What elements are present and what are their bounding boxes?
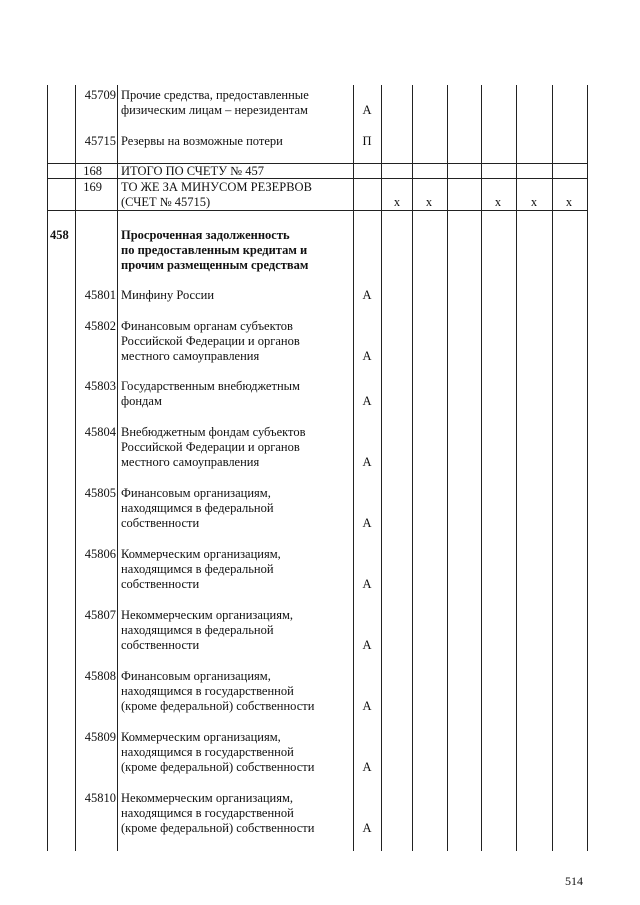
x-mark: x <box>425 195 433 209</box>
account-name-line: Некоммерческим организациям, <box>121 608 294 622</box>
account-name-line: собственности <box>121 638 200 652</box>
column-divider <box>552 85 553 851</box>
account-name-line: Российской Федерации и органов <box>121 440 300 454</box>
account-type-mark: А <box>362 577 372 591</box>
account-code: 45715 <box>84 134 116 148</box>
account-name-line: Финансовым органам субъектов <box>121 319 293 333</box>
x-mark: x <box>565 195 573 209</box>
account-name-line: Российской Федерации и органов <box>121 334 300 348</box>
account-name-line: находящимся в федеральной <box>121 501 274 515</box>
row-divider <box>47 210 588 211</box>
account-name-line: находящимся в государственной <box>121 684 294 698</box>
account-type-mark: А <box>362 288 372 302</box>
account-name-line: Коммерческим организациям, <box>121 730 281 744</box>
account-name-line: Коммерческим организациям, <box>121 547 281 561</box>
account-type-mark: А <box>362 760 372 774</box>
account-name-line: Внебюджетным фондам субъектов <box>121 425 306 439</box>
total-line: (СЧЕТ № 45715) <box>121 195 211 209</box>
page-number: 514 <box>565 874 583 888</box>
account-type-mark: А <box>362 699 372 713</box>
account-type-mark: А <box>362 516 372 530</box>
account-name-line: собственности <box>121 516 200 530</box>
account-name-line: фондам <box>121 394 162 408</box>
column-divider <box>412 85 413 851</box>
column-divider <box>481 85 482 851</box>
account-name-line: Финансовым организациям, <box>121 486 271 500</box>
column-divider <box>117 85 118 851</box>
account-name-line: физическим лицам – нерезидентам <box>121 103 308 117</box>
account-type-mark: А <box>362 349 372 363</box>
account-name-line: местного самоуправления <box>121 349 260 363</box>
account-code: 45709 <box>84 88 116 102</box>
line-number: 168 <box>83 164 102 178</box>
account-name-line: Финансовым организациям, <box>121 669 271 683</box>
account-code: 45810 <box>84 791 116 805</box>
account-code: 45808 <box>84 669 116 683</box>
account-name-line: (кроме федеральной) собственности <box>121 821 315 835</box>
account-group-number: 458 <box>50 228 69 242</box>
line-number: 169 <box>83 180 102 194</box>
account-name-line: Государственным внебюджетным <box>121 379 300 393</box>
account-name-line: местного самоуправления <box>121 455 260 469</box>
column-divider <box>47 85 48 851</box>
column-divider <box>516 85 517 851</box>
account-name-line: Некоммерческим организациям, <box>121 791 294 805</box>
account-group-title: по предоставленным кредитам и <box>121 243 308 257</box>
account-name-line: находящимся в государственной <box>121 806 294 820</box>
account-code: 45809 <box>84 730 116 744</box>
account-name-line: находящимся в федеральной <box>121 623 274 637</box>
column-divider <box>447 85 448 851</box>
account-type-mark: А <box>362 394 372 408</box>
account-code: 45802 <box>84 319 116 333</box>
account-type-mark: А <box>362 103 372 117</box>
account-code: 45805 <box>84 486 116 500</box>
account-name-line: Минфину России <box>121 288 215 302</box>
account-code: 45803 <box>84 379 116 393</box>
account-type-mark: А <box>362 638 372 652</box>
account-code: 45807 <box>84 608 116 622</box>
account-name-line: (кроме федеральной) собственности <box>121 699 315 713</box>
account-group-title: Просроченная задолженность <box>121 228 290 242</box>
account-name-line: Прочие средства, предоставленные <box>121 88 309 102</box>
account-name-line: находящимся в государственной <box>121 745 294 759</box>
x-mark: x <box>494 195 502 209</box>
total-line: ИТОГО ПО СЧЕТУ № 457 <box>121 164 264 178</box>
account-name-line: находящимся в федеральной <box>121 562 274 576</box>
account-name-line: Резервы на возможные потери <box>121 134 283 148</box>
account-code: 45804 <box>84 425 116 439</box>
account-code: 45801 <box>84 288 116 302</box>
x-mark: x <box>530 195 538 209</box>
account-code: 45806 <box>84 547 116 561</box>
account-type-mark: А <box>362 455 372 469</box>
total-line: ТО ЖЕ ЗА МИНУСОМ РЕЗЕРВОВ <box>121 180 312 194</box>
account-group-title: прочим размещенным средствам <box>121 258 309 272</box>
account-type-mark: П <box>362 134 372 148</box>
column-divider <box>587 85 588 851</box>
account-name-line: собственности <box>121 577 200 591</box>
x-mark: x <box>393 195 401 209</box>
account-type-mark: А <box>362 821 372 835</box>
account-name-line: (кроме федеральной) собственности <box>121 760 315 774</box>
